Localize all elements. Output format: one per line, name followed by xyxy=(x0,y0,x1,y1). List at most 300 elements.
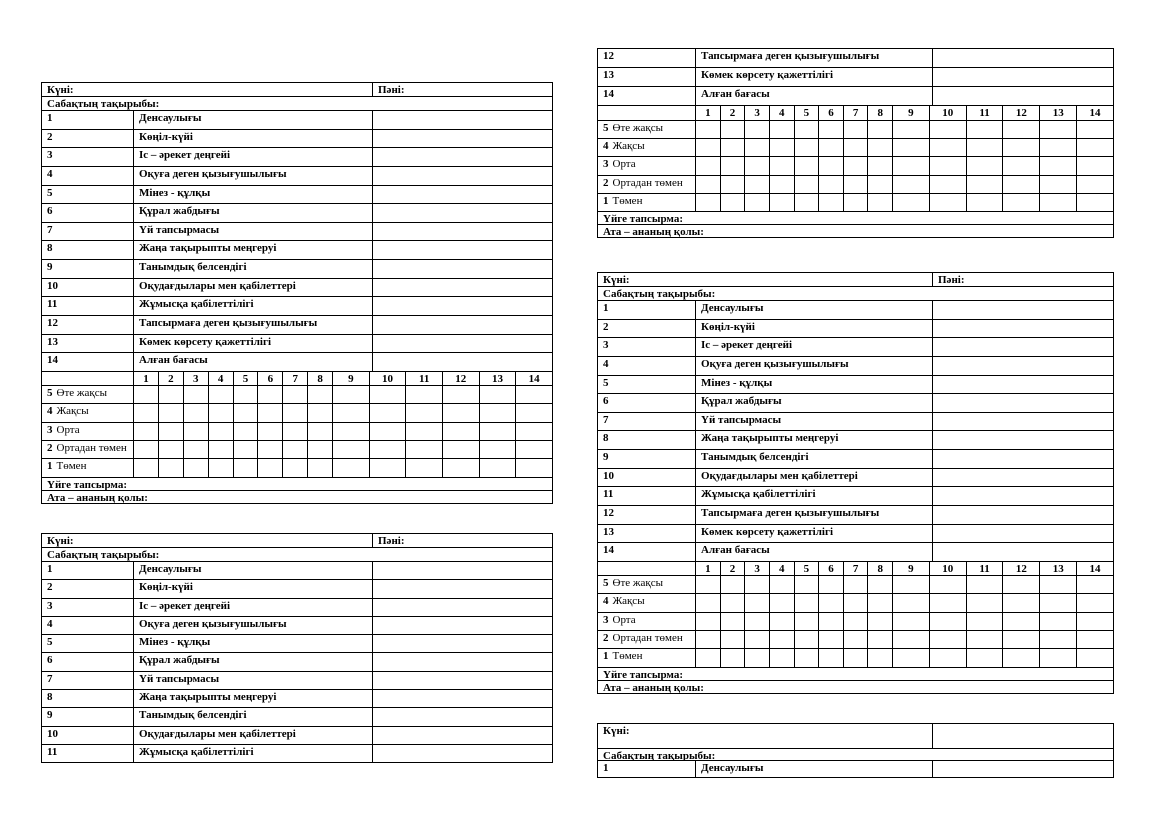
grid-corner-cell xyxy=(598,106,695,120)
scale-row xyxy=(42,458,552,476)
grid-cell xyxy=(1002,139,1039,156)
grid-cell xyxy=(818,121,843,138)
scale-row xyxy=(42,403,552,421)
grid-cell xyxy=(133,404,158,421)
scale-number: 5 xyxy=(603,576,609,589)
grid-cell xyxy=(307,441,332,458)
scale-label-cell xyxy=(598,594,695,611)
scale-number: 4 xyxy=(47,405,53,418)
criteria-row xyxy=(598,505,1113,524)
criteria-value-cell xyxy=(932,413,1113,431)
criteria-row xyxy=(598,375,1113,394)
criteria-row xyxy=(42,744,552,762)
grid-cell xyxy=(794,139,819,156)
grid-column-header: 4 xyxy=(769,562,794,575)
grid-cell xyxy=(1076,649,1113,666)
grid-cell xyxy=(966,649,1003,666)
criteria-value-cell xyxy=(932,338,1113,356)
grid-cell xyxy=(769,176,794,193)
grid-cell xyxy=(843,176,868,193)
criteria-number: 13 xyxy=(47,335,58,348)
criteria-label: Жаңа тақырыпты меңгеруі xyxy=(133,690,372,707)
scale-label-cell xyxy=(42,441,133,458)
grid-cell xyxy=(769,649,794,666)
grid-cell xyxy=(158,386,183,403)
criteria-value-cell xyxy=(372,353,552,371)
criteria-label: Оқуға деген қызығушылығы xyxy=(695,357,932,375)
grid-column-header: 6 xyxy=(818,106,843,120)
scale-number: 2 xyxy=(47,441,53,454)
grid-cell xyxy=(1076,157,1113,174)
criteria-row xyxy=(42,616,552,634)
criteria-row xyxy=(42,671,552,689)
grid-cell xyxy=(1039,176,1076,193)
grid-cell xyxy=(966,139,1003,156)
criteria-number: 9 xyxy=(603,451,609,463)
criteria-row xyxy=(42,296,552,315)
scale-label-cell xyxy=(598,139,695,156)
criteria-number: 7 xyxy=(47,672,53,685)
scale-label-cell xyxy=(42,423,133,440)
scale-row xyxy=(598,648,1113,666)
scale-row xyxy=(598,575,1113,593)
date-label-cell: Күні: xyxy=(47,84,74,96)
grid-column-header: 12 xyxy=(1002,106,1039,120)
grid-column-header: 1 xyxy=(695,106,720,120)
criteria-value-cell xyxy=(372,316,552,334)
grid-column-header: 8 xyxy=(867,562,892,575)
scale-number: 3 xyxy=(603,158,609,171)
topic-label-cell: Сабақтың тақырыбы: xyxy=(47,98,160,110)
grid-column-header: 2 xyxy=(720,562,745,575)
grid-column-header: 14 xyxy=(515,372,552,385)
scale-row xyxy=(598,593,1113,611)
grid-cell xyxy=(929,194,966,211)
grid-column-header: 9 xyxy=(892,106,929,120)
subject-label-cell: Пәні: xyxy=(932,273,1113,286)
criteria-label: Жұмысқа қабілеттілігі xyxy=(695,487,932,505)
grid-cell xyxy=(843,157,868,174)
criteria-label: Көңіл-күйі xyxy=(133,580,372,597)
criteria-number: 3 xyxy=(47,149,53,162)
grid-column-header: 10 xyxy=(929,562,966,575)
grid-cell xyxy=(744,613,769,630)
grid-cell xyxy=(966,157,1003,174)
scale-label-cell xyxy=(598,631,695,648)
scale-text: Жақсы xyxy=(612,139,645,152)
grid-cell xyxy=(1039,121,1076,138)
criteria-value-cell xyxy=(372,186,552,204)
criteria-value-cell xyxy=(372,111,552,129)
criteria-row xyxy=(598,67,1113,86)
assessment-table-left-top xyxy=(41,82,553,504)
criteria-number: 2 xyxy=(603,320,609,333)
criteria-number: 1 xyxy=(603,302,609,314)
grid-cell xyxy=(158,404,183,421)
grid-cell xyxy=(1002,121,1039,138)
grid-cell xyxy=(892,139,929,156)
scale-text: Жақсы xyxy=(612,595,645,608)
criteria-number: 10 xyxy=(47,279,58,292)
scale-label-cell xyxy=(42,459,133,476)
grid-cell xyxy=(257,459,282,476)
scale-row xyxy=(598,138,1113,156)
criteria-row xyxy=(42,726,552,744)
criteria-value-cell xyxy=(372,745,552,762)
grid-cell xyxy=(208,441,233,458)
grid-corner-cell xyxy=(598,562,695,575)
grid-cell xyxy=(1076,194,1113,211)
criteria-label: Үй тапсырмасы xyxy=(133,223,372,241)
criteria-label: Тапсырмаға деген қызығушылығы xyxy=(133,316,372,334)
criteria-value-cell xyxy=(932,49,1113,67)
grid-cell xyxy=(769,631,794,648)
criteria-label: Танымдық белсендігі xyxy=(695,450,932,468)
criteria-value-cell xyxy=(932,376,1113,394)
grid-cell xyxy=(282,441,307,458)
criteria-value-cell xyxy=(372,223,552,241)
criteria-row xyxy=(42,561,552,579)
scale-label-cell xyxy=(598,176,695,193)
grid-cell xyxy=(369,404,406,421)
grid-cell xyxy=(405,404,442,421)
grid-column-header: 14 xyxy=(1076,106,1113,120)
grid-cell xyxy=(233,404,258,421)
grid-header-row xyxy=(598,105,1113,120)
scale-row xyxy=(598,612,1113,630)
grid-column-header: 8 xyxy=(307,372,332,385)
grid-cell xyxy=(208,423,233,440)
grid-column-header: 4 xyxy=(208,372,233,385)
criteria-row xyxy=(42,334,552,353)
grid-cell xyxy=(720,576,745,593)
grid-cell xyxy=(769,576,794,593)
grid-corner-cell xyxy=(42,372,133,385)
grid-cell xyxy=(867,631,892,648)
grid-cell xyxy=(892,649,929,666)
grid-cell xyxy=(966,194,1003,211)
grid-cell xyxy=(208,459,233,476)
grid-cell xyxy=(794,157,819,174)
criteria-number: 8 xyxy=(47,242,53,255)
criteria-value-cell xyxy=(372,167,552,185)
criteria-label: Алған бағасы xyxy=(695,87,932,105)
grid-cell xyxy=(405,423,442,440)
grid-column-header: 11 xyxy=(966,106,1003,120)
criteria-value-cell xyxy=(372,335,552,353)
grid-cell xyxy=(479,441,516,458)
grid-cell xyxy=(133,386,158,403)
topic-row xyxy=(598,286,1113,300)
homework-label-cell: Үйге тапсырма: xyxy=(603,668,683,680)
criteria-number: 3 xyxy=(47,599,53,612)
criteria-row xyxy=(42,634,552,652)
grid-cell xyxy=(307,386,332,403)
criteria-label: Құрал жабдығы xyxy=(133,653,372,670)
scale-text: Өте жақсы xyxy=(56,386,107,399)
grid-column-header: 2 xyxy=(720,106,745,120)
criteria-row xyxy=(42,689,552,707)
criteria-number: 1 xyxy=(47,563,53,575)
scale-label-cell xyxy=(598,121,695,138)
criteria-label: Көңіл-күйі xyxy=(133,130,372,148)
grid-cell xyxy=(233,423,258,440)
criteria-number: 3 xyxy=(603,339,609,352)
grid-cell xyxy=(1002,594,1039,611)
criteria-row xyxy=(42,203,552,222)
criteria-number: 9 xyxy=(47,261,53,273)
criteria-label: Тапсырмаға деген қызығушылығы xyxy=(695,49,932,67)
grid-cell xyxy=(843,576,868,593)
grid-cell xyxy=(695,613,720,630)
homework-row xyxy=(598,211,1113,224)
criteria-number: 13 xyxy=(603,69,614,81)
criteria-number: 5 xyxy=(47,186,53,199)
grid-cell xyxy=(769,139,794,156)
grid-cell xyxy=(133,423,158,440)
grid-cell xyxy=(1002,649,1039,666)
grid-column-header: 3 xyxy=(744,106,769,120)
criteria-label: Көмек көрсету қажеттілігі xyxy=(695,525,932,543)
grid-cell xyxy=(720,594,745,611)
grid-cell xyxy=(405,459,442,476)
scale-row xyxy=(598,120,1113,138)
header-row xyxy=(42,533,552,547)
criteria-number: 2 xyxy=(47,130,53,143)
grid-header-row xyxy=(42,371,552,385)
criteria-number: 11 xyxy=(47,745,58,758)
criteria-label: Жаңа тақырыпты меңгеруі xyxy=(695,431,932,449)
criteria-row xyxy=(42,315,552,334)
grid-cell xyxy=(818,176,843,193)
grid-cell xyxy=(405,441,442,458)
date-label-cell: Күні: xyxy=(603,725,630,737)
scale-label-cell xyxy=(598,157,695,174)
grid-cell xyxy=(515,386,552,403)
criteria-number: 8 xyxy=(47,691,53,704)
criteria-value-cell xyxy=(372,279,552,297)
scale-label-cell xyxy=(598,194,695,211)
scale-number: 4 xyxy=(603,139,609,152)
grid-cell xyxy=(282,386,307,403)
grid-cell xyxy=(818,139,843,156)
criteria-value-cell xyxy=(372,635,552,652)
grid-cell xyxy=(332,386,369,403)
grid-cell xyxy=(794,576,819,593)
grid-cell xyxy=(744,576,769,593)
grid-cell xyxy=(744,631,769,648)
grid-cell xyxy=(133,441,158,458)
grid-column-header: 12 xyxy=(1002,562,1039,575)
criteria-label: Мінез - құлқы xyxy=(695,376,932,394)
grid-cell xyxy=(769,594,794,611)
criteria-row xyxy=(598,449,1113,468)
criteria-row xyxy=(42,707,552,725)
criteria-number: 8 xyxy=(603,432,609,445)
grid-cell xyxy=(794,176,819,193)
grid-cell xyxy=(479,386,516,403)
criteria-label: Денсаулығы xyxy=(133,562,372,579)
criteria-value-cell xyxy=(372,599,552,616)
grid-cell xyxy=(515,423,552,440)
criteria-label: Жұмысқа қабілеттілігі xyxy=(133,297,372,315)
grid-cell xyxy=(1002,631,1039,648)
criteria-row xyxy=(42,259,552,278)
criteria-label: Алған бағасы xyxy=(695,543,932,561)
grid-cell xyxy=(307,459,332,476)
criteria-number: 14 xyxy=(603,544,614,557)
scale-text: Ортадан төмен xyxy=(56,441,127,454)
grid-cell xyxy=(307,423,332,440)
grid-cell xyxy=(843,613,868,630)
grid-cell xyxy=(257,404,282,421)
grid-cell xyxy=(769,121,794,138)
criteria-label: Тапсырмаға деген қызығушылығы xyxy=(695,506,932,524)
grid-cell xyxy=(843,121,868,138)
criteria-value-cell xyxy=(372,653,552,670)
criteria-row xyxy=(598,468,1113,487)
grid-cell xyxy=(843,139,868,156)
grid-cell xyxy=(332,404,369,421)
grid-cell xyxy=(405,386,442,403)
scale-label-cell xyxy=(598,613,695,630)
grid-cell xyxy=(442,423,479,440)
subject-label-cell: Пәні: xyxy=(372,83,552,96)
topic-row xyxy=(42,547,552,561)
criteria-number: 7 xyxy=(47,223,53,236)
criteria-value-cell xyxy=(372,708,552,725)
scale-text: Ортадан төмен xyxy=(612,631,683,644)
scale-number: 4 xyxy=(603,595,609,608)
scale-label-cell xyxy=(598,649,695,666)
criteria-label: Іс – әрекет деңгейі xyxy=(695,338,932,356)
homework-label-cell: Үйге тапсырма: xyxy=(47,478,127,490)
criteria-label: Танымдық белсендігі xyxy=(133,260,372,278)
grid-cell xyxy=(929,613,966,630)
criteria-row xyxy=(598,760,1113,777)
criteria-label: Денсаулығы xyxy=(695,301,932,319)
grid-cell xyxy=(1039,594,1076,611)
criteria-row xyxy=(42,579,552,597)
criteria-label: Оқудағдылары мен қабілеттері xyxy=(133,727,372,744)
grid-cell xyxy=(843,194,868,211)
criteria-value-cell xyxy=(932,761,1113,777)
grid-cell xyxy=(720,194,745,211)
grid-cell xyxy=(867,594,892,611)
grid-cell xyxy=(929,576,966,593)
grid-cell xyxy=(1039,576,1076,593)
grid-cell xyxy=(818,613,843,630)
grid-cell xyxy=(867,139,892,156)
grid-column-header: 13 xyxy=(479,372,516,385)
grid-cell xyxy=(282,459,307,476)
grid-cell xyxy=(479,404,516,421)
grid-column-header: 10 xyxy=(369,372,406,385)
grid-cell xyxy=(1002,613,1039,630)
grid-cell xyxy=(442,386,479,403)
grid-cell xyxy=(1002,194,1039,211)
grid-cell xyxy=(744,139,769,156)
grid-cell xyxy=(1002,576,1039,593)
criteria-number: 6 xyxy=(47,205,53,218)
grid-cell xyxy=(257,423,282,440)
grid-cell xyxy=(794,594,819,611)
grid-cell xyxy=(794,649,819,666)
grid-cell xyxy=(1039,194,1076,211)
grid-cell xyxy=(818,649,843,666)
grid-cell xyxy=(892,631,929,648)
criteria-row xyxy=(598,319,1113,338)
criteria-value-cell xyxy=(932,320,1113,338)
criteria-number: 12 xyxy=(603,506,614,519)
grid-cell xyxy=(233,459,258,476)
grid-cell xyxy=(929,121,966,138)
grid-cell xyxy=(479,459,516,476)
scale-text: Төмен xyxy=(56,460,87,473)
criteria-number: 4 xyxy=(47,167,53,180)
grid-cell xyxy=(966,631,1003,648)
criteria-value-cell xyxy=(932,469,1113,487)
grid-cell xyxy=(1002,176,1039,193)
grid-cell xyxy=(183,459,208,476)
criteria-label: Жұмысқа қабілеттілігі xyxy=(133,745,372,762)
grid-cell xyxy=(720,649,745,666)
grid-cell xyxy=(966,576,1003,593)
signature-row xyxy=(598,224,1113,237)
scale-number: 1 xyxy=(603,195,609,208)
criteria-row xyxy=(598,86,1113,105)
grid-column-header: 3 xyxy=(183,372,208,385)
grid-cell xyxy=(794,631,819,648)
criteria-value-cell xyxy=(372,562,552,579)
grid-cell xyxy=(720,121,745,138)
grid-cell xyxy=(442,441,479,458)
grid-column-header: 5 xyxy=(233,372,258,385)
criteria-label: Құрал жабдығы xyxy=(695,394,932,412)
criteria-row xyxy=(42,598,552,616)
grid-cell xyxy=(1039,613,1076,630)
grid-cell xyxy=(695,194,720,211)
grid-cell xyxy=(769,157,794,174)
criteria-number: 13 xyxy=(603,525,614,538)
grid-cell xyxy=(332,459,369,476)
grid-column-header: 12 xyxy=(442,372,479,385)
grid-column-header: 1 xyxy=(133,372,158,385)
grid-cell xyxy=(966,121,1003,138)
criteria-label: Танымдық белсендігі xyxy=(133,708,372,725)
grid-cell xyxy=(1076,176,1113,193)
criteria-row xyxy=(42,352,552,371)
grid-column-header: 6 xyxy=(257,372,282,385)
grid-cell xyxy=(818,194,843,211)
criteria-row xyxy=(42,240,552,259)
grid-cell xyxy=(929,176,966,193)
criteria-row xyxy=(42,222,552,241)
scale-row xyxy=(42,422,552,440)
criteria-value-cell xyxy=(932,506,1113,524)
grid-cell xyxy=(183,423,208,440)
topic-row xyxy=(598,748,1113,760)
grid-cell xyxy=(929,594,966,611)
grid-cell xyxy=(1002,157,1039,174)
criteria-row xyxy=(598,356,1113,375)
scale-text: Орта xyxy=(612,158,636,171)
criteria-value-cell xyxy=(372,617,552,634)
grid-cell xyxy=(1039,139,1076,156)
criteria-label: Денсаулығы xyxy=(695,761,932,777)
grid-cell xyxy=(695,631,720,648)
criteria-label: Оқуға деген қызығушылығы xyxy=(133,167,372,185)
